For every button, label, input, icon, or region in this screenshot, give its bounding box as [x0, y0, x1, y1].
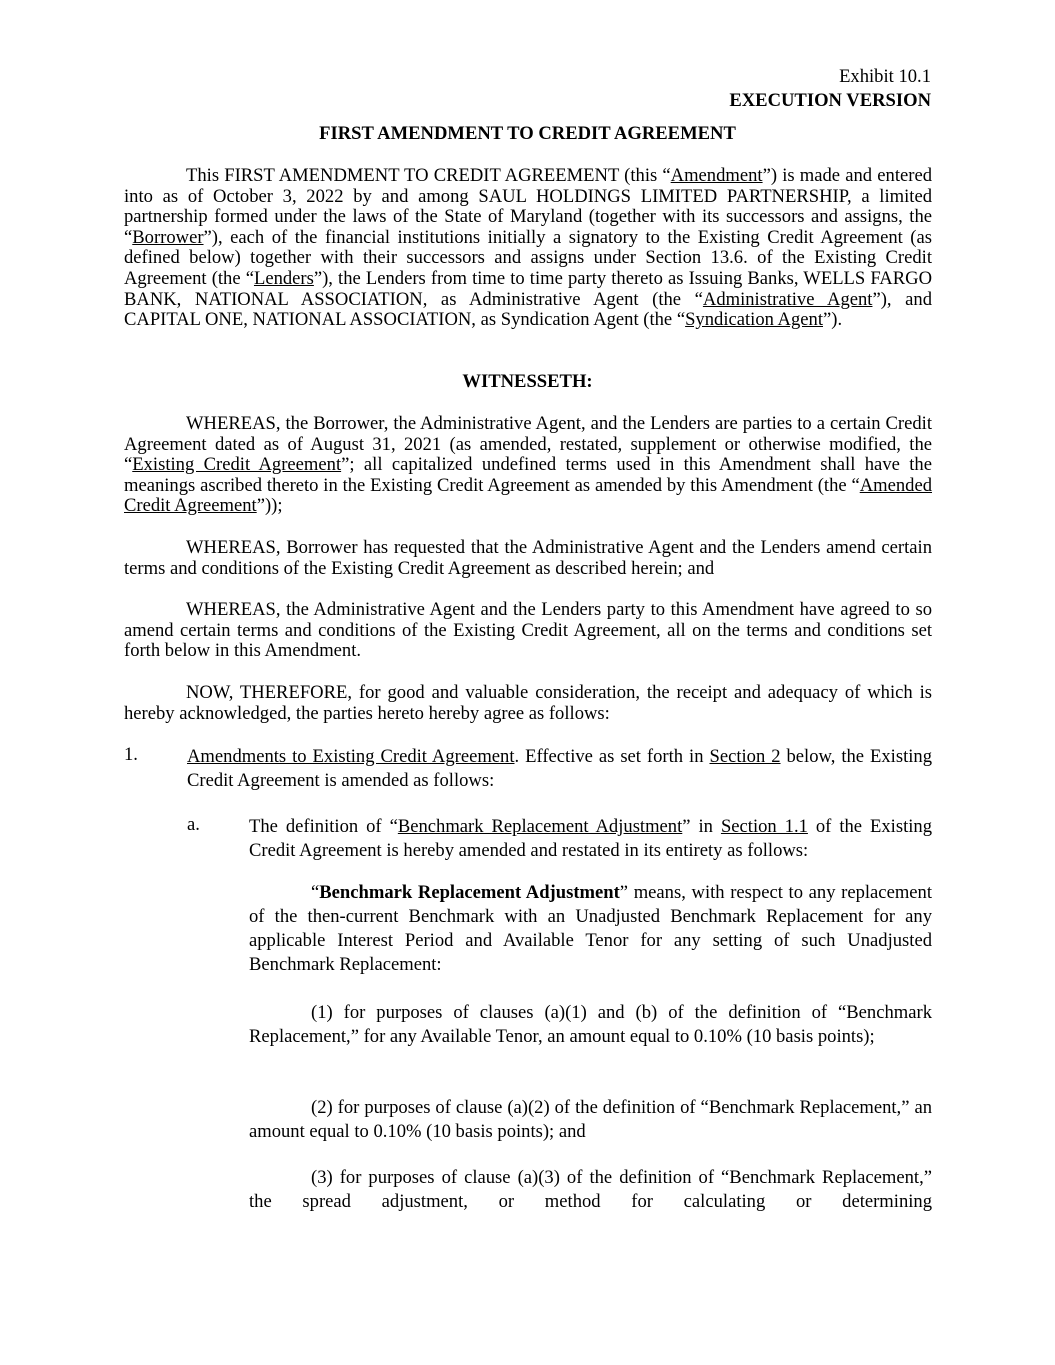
execution-version-label: EXECUTION VERSION: [729, 90, 931, 111]
defined-term-administrative-agent: Administrative Agent: [702, 288, 873, 310]
clause-3: (3) for purposes of clause (a)(3) of the definition of “Benchmark Replacement,” the spread adjustment, or method for calculating or determining: [249, 1167, 932, 1212]
definition-term: Benchmark Replacement Adjustment: [319, 882, 620, 903]
exhibit-header: [729, 65, 931, 113]
benchmark-replacement-adjustment-term: Benchmark Replacement Adjustment: [397, 816, 683, 837]
document-title: FIRST AMENDMENT TO CREDIT AGREEMENT: [319, 123, 736, 144]
definition-paragraph: “Benchmark Replacement Adjustment” means, with respect to any replacement of the then-current Benchmark with an Unadjusted Benchmark Replacement for any applicable Interest Period and Available Tenor for any setting of such Unadjusted Benchmark Replacement:: [249, 882, 932, 975]
defined-term-lenders: Lenders: [253, 267, 314, 289]
section-1-1-reference: Section 1.1: [720, 816, 808, 837]
defined-term-borrower: Borrower: [132, 226, 204, 248]
defined-term-syndication-agent: Syndication Agent: [685, 309, 823, 331]
defined-term-amended-credit-agreement: Amended Credit Agreement: [124, 474, 932, 517]
section-1-heading: Amendments to Existing Credit Agreement: [187, 746, 515, 767]
section-2-reference: Section 2: [709, 746, 781, 767]
clause-2: (2) for purposes of clause (a)(2) of the definition of “Benchmark Replacement,” an amount equal to 0.10% (10 basis points); and: [249, 1097, 932, 1142]
defined-term-existing-credit-agreement: Existing Credit Agreement: [132, 454, 342, 476]
now-therefore-paragraph: NOW, THEREFORE, for good and valuable consideration, the receipt and adequacy of which is hereby acknowledged, the parties hereto hereby agree as follows:: [124, 682, 932, 724]
item-a-number: a.: [187, 814, 200, 835]
whereas-paragraph-2: WHEREAS, Borrower has requested that the Administrative Agent and the Lenders amend certain terms and conditions of the Existing Credit Agreement as described herein; and: [124, 537, 932, 579]
section-1-body: Amendments to Existing Credit Agreement. Effective as set forth in Section 2 below, the Existing Credit Agreement is amended as follows:: [187, 746, 932, 791]
exhibit-number: Exhibit 10.1: [839, 66, 931, 87]
whereas-paragraph-1: WHEREAS, the Borrower, the Administrative Agent, and the Lenders are parties to a certain Credit Agreement dated as of August 31, 2021 (as amended, restated, supplement or otherwise modified, the “Existing Credit Agreement”; all capitalized undefined terms used in this Amendment shall have the meanings ascribed thereto in the Existing Credit Agreement as amended by this Amendment (the “Amended Credit Agreement”));: [124, 413, 932, 517]
defined-term-amendment: Amendment: [670, 165, 763, 186]
whereas-paragraph-3: WHEREAS, the Administrative Agent and the Lenders party to this Amendment have agreed to so amend certain terms and conditions of the Existing Credit Agreement, all on the terms and conditions set forth below in this Amendment.: [124, 599, 932, 662]
item-a-body: The definition of “Benchmark Replacement Adjustment” in Section 1.1 of the Existing Credit Agreement is hereby amended and restated in its entirety as follows:: [249, 816, 932, 861]
intro-paragraph: This FIRST AMENDMENT TO CREDIT AGREEMENT (this “Amendment”) is made and entered into as of October 3, 2022 by and among SAUL HOLDINGS LIMITED PARTNERSHIP, a limited partnership formed under the laws of the State of Maryland (together with its successors and assigns, the “Borrower”), each of the financial institutions initially a signatory to the Existing Credit Agreement (as defined below) together with their successors and assigns under Section 13.6. of the Existing Credit Agreement (the “Lenders”), the Lenders from time to time party thereto as Issuing Banks, WELLS FARGO BANK, NATIONAL ASSOCIATION, as Administrative Agent (the “Administrative Agent”), and CAPITAL ONE, NATIONAL ASSOCIATION, as Syndication Agent (the “Syndication Agent”).: [124, 165, 933, 331]
clause-1: (1) for purposes of clauses (a)(1) and (b) of the definition of “Benchmark Replacement,” for any Available Tenor, an amount equal to 0.10% (10 basis points);: [249, 1002, 932, 1047]
witnesseth-heading: WITNESSETH:: [462, 371, 593, 392]
section-1-number: 1.: [124, 744, 138, 765]
